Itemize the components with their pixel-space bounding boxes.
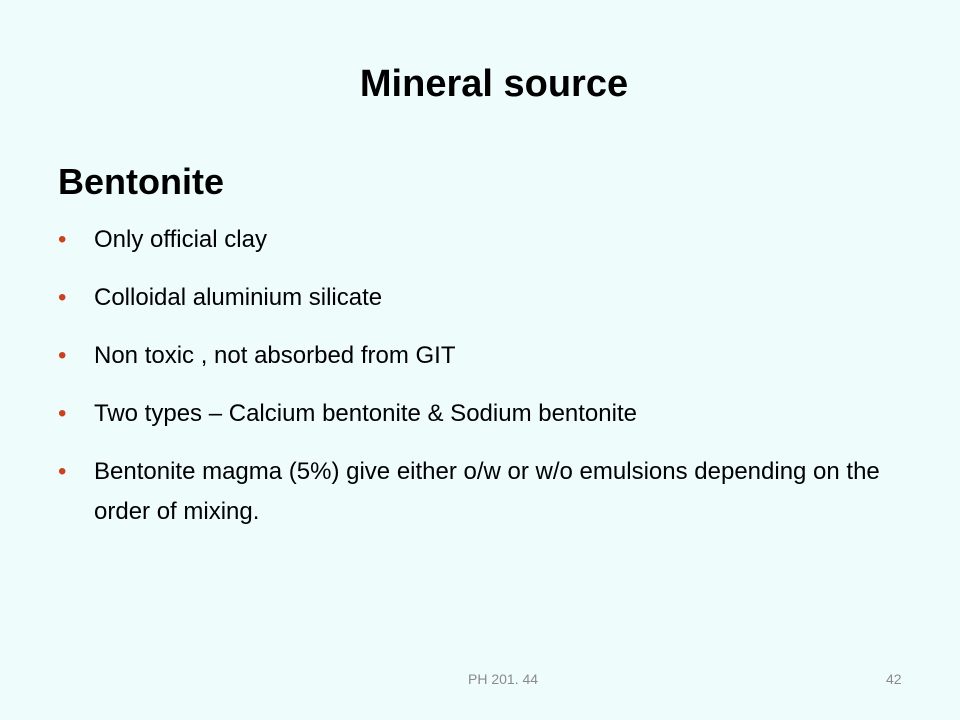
- bullet-text: Colloidal aluminium silicate: [94, 284, 383, 311]
- slide-title: Mineral source: [359, 63, 629, 105]
- bullet-text: Non toxic , not absorbed from GIT: [94, 342, 456, 369]
- page-number: 42: [886, 671, 902, 687]
- bullet-item: [58, 278, 918, 318]
- bullet-list: [58, 220, 918, 550]
- bullet-icon: •: [58, 284, 67, 311]
- bullet-icon: •: [58, 226, 67, 253]
- bullet-icon: •: [58, 400, 67, 427]
- bullet-text: Only official clay: [94, 226, 267, 253]
- bullet-item: [58, 452, 918, 532]
- slide-subtitle: Bentonite: [58, 161, 224, 202]
- bullet-icon: •: [58, 458, 67, 485]
- footer-code: PH 201. 44: [468, 671, 539, 687]
- bullet-icon: •: [58, 342, 67, 369]
- bullet-item: [58, 336, 918, 376]
- bullet-item: [58, 394, 918, 434]
- bullet-text: Bentonite magma (5%) give either o/w or w/o emulsions depending on the order of mixing.: [94, 458, 880, 525]
- bullet-text: Two types – Calcium bentonite & Sodium bentonite: [94, 400, 637, 427]
- bullet-item: [58, 220, 918, 260]
